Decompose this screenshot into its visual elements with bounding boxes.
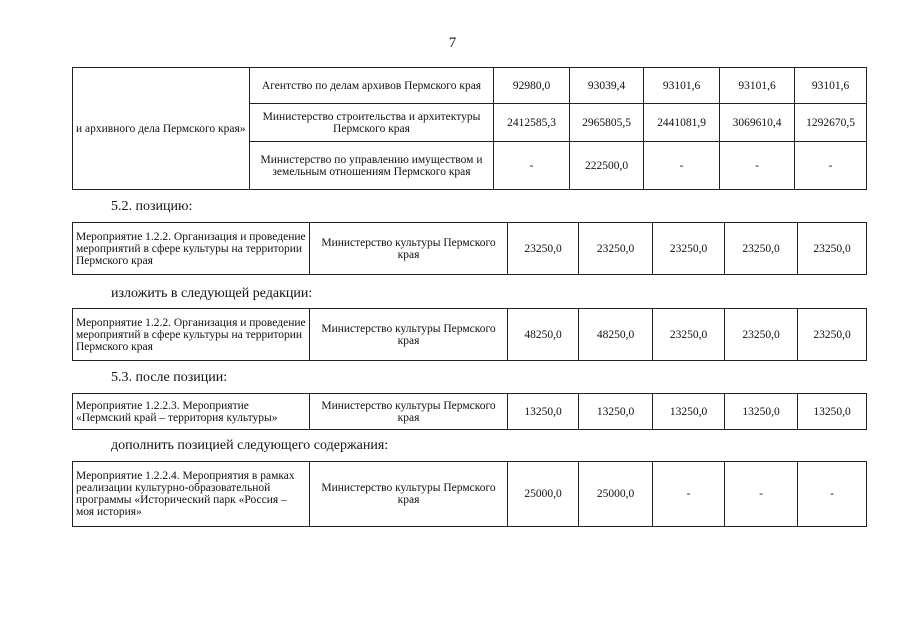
organization-cell: Агентство по делам архивов Пермского края bbox=[250, 68, 494, 104]
page-number: 7 bbox=[448, 35, 457, 51]
value-cell: - bbox=[795, 142, 867, 190]
position-table-revised bbox=[72, 308, 867, 361]
value-cell: 23250,0 bbox=[725, 309, 798, 361]
value-cell: 13250,0 bbox=[725, 394, 798, 430]
value-cell: 2965805,5 bbox=[570, 104, 644, 142]
add-instruction: дополнить позицией следующего содержания: bbox=[111, 438, 389, 453]
value-cell: 3069610,4 bbox=[720, 104, 795, 142]
value-cell: 93101,6 bbox=[795, 68, 867, 104]
edit-instruction: изложить в следующей редакции: bbox=[111, 286, 313, 301]
value-cell: - bbox=[653, 462, 725, 527]
section-5-2-heading: 5.2. позицию: bbox=[111, 199, 193, 214]
value-cell: 48250,0 bbox=[508, 309, 579, 361]
table-row bbox=[73, 462, 867, 527]
value-cell: 93039,4 bbox=[570, 68, 644, 104]
value-cell: 23250,0 bbox=[798, 223, 867, 275]
value-cell: - bbox=[720, 142, 795, 190]
organization-cell: Министерство по управлению имуществом и земельным отношениям Пермского края bbox=[250, 142, 494, 190]
table-row bbox=[73, 68, 867, 104]
value-cell: 13250,0 bbox=[798, 394, 867, 430]
program-description-cell: и архивного дела Пермского края» bbox=[73, 68, 250, 190]
activity-description-cell: Мероприятие 1.2.2.4. Мероприятия в рамках реализации культурно-образовательной программы «Исторический парк «Россия – моя история» bbox=[73, 462, 310, 527]
table-row bbox=[73, 394, 867, 430]
value-cell: 25000,0 bbox=[508, 462, 579, 527]
value-cell: 92980,0 bbox=[494, 68, 570, 104]
organization-cell: Министерство культуры Пермского края bbox=[310, 223, 508, 275]
position-table-original bbox=[72, 222, 867, 275]
activity-description-cell: Мероприятие 1.2.2.3. Мероприятие «Пермский край – территория культуры» bbox=[73, 394, 310, 430]
value-cell: - bbox=[725, 462, 798, 527]
section-5-3-heading: 5.3. после позиции: bbox=[111, 370, 228, 385]
organization-cell: Министерство культуры Пермского края bbox=[310, 309, 508, 361]
organization-cell: Министерство культуры Пермского края bbox=[310, 462, 508, 527]
value-cell: 23250,0 bbox=[653, 223, 725, 275]
value-cell: 23250,0 bbox=[508, 223, 579, 275]
table-row bbox=[73, 309, 867, 361]
activity-description-cell: Мероприятие 1.2.2. Организация и проведение мероприятий в сфере культуры на территории Пермского края bbox=[73, 223, 310, 275]
organization-cell: Министерство культуры Пермского края bbox=[310, 394, 508, 430]
funding-table-continuation bbox=[72, 67, 867, 190]
value-cell: 222500,0 bbox=[570, 142, 644, 190]
position-table-new bbox=[72, 461, 867, 527]
value-cell: - bbox=[494, 142, 570, 190]
value-cell: 23250,0 bbox=[653, 309, 725, 361]
value-cell: 2412585,3 bbox=[494, 104, 570, 142]
value-cell: 25000,0 bbox=[579, 462, 653, 527]
value-cell: 13250,0 bbox=[579, 394, 653, 430]
value-cell: 23250,0 bbox=[725, 223, 798, 275]
organization-cell: Министерство строительства и архитектуры Пермского края bbox=[250, 104, 494, 142]
value-cell: 13250,0 bbox=[508, 394, 579, 430]
position-table-after bbox=[72, 393, 867, 430]
value-cell: 23250,0 bbox=[579, 223, 653, 275]
table-row bbox=[73, 223, 867, 275]
value-cell: - bbox=[644, 142, 720, 190]
value-cell: 23250,0 bbox=[798, 309, 867, 361]
value-cell: - bbox=[798, 462, 867, 527]
value-cell: 93101,6 bbox=[720, 68, 795, 104]
value-cell: 2441081,9 bbox=[644, 104, 720, 142]
value-cell: 13250,0 bbox=[653, 394, 725, 430]
value-cell: 48250,0 bbox=[579, 309, 653, 361]
value-cell: 1292670,5 bbox=[795, 104, 867, 142]
activity-description-cell: Мероприятие 1.2.2. Организация и проведение мероприятий в сфере культуры на территории Пермского края bbox=[73, 309, 310, 361]
value-cell: 93101,6 bbox=[644, 68, 720, 104]
